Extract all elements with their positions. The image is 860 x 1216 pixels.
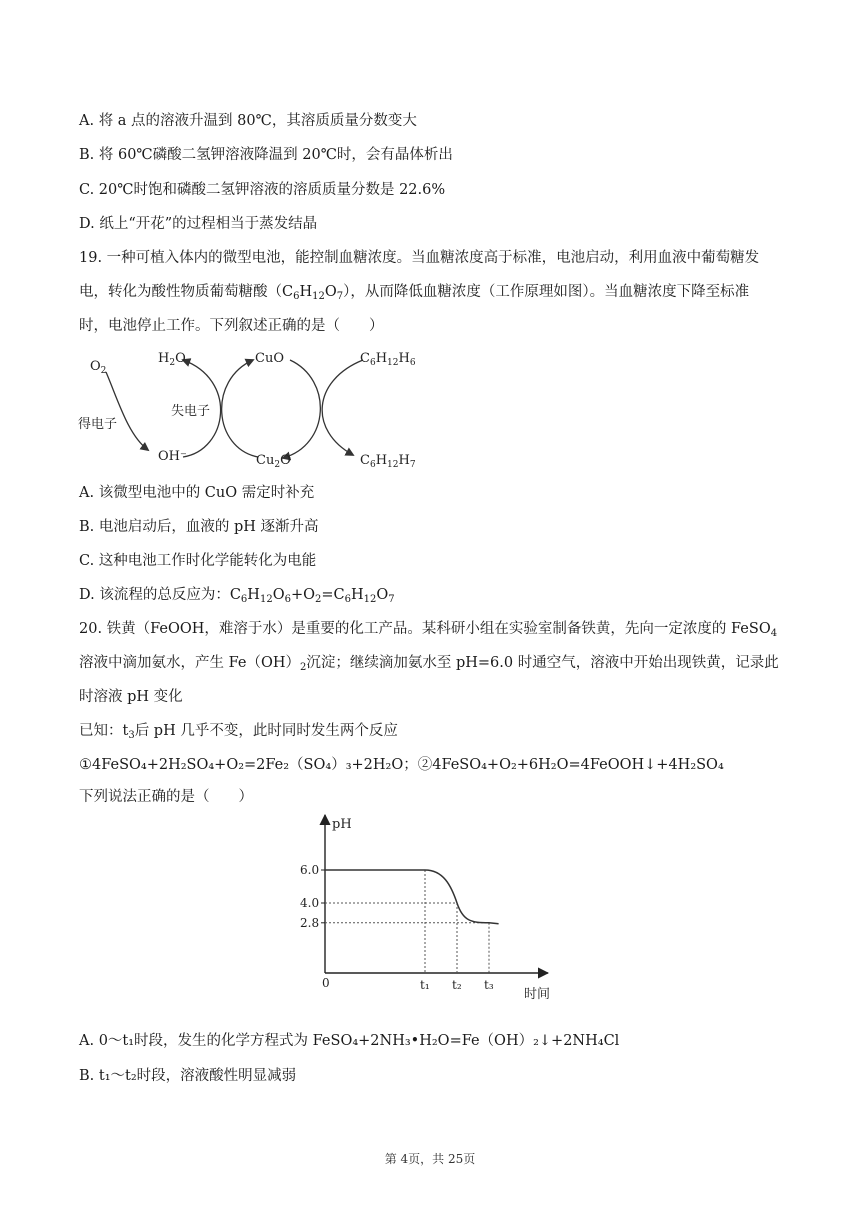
q20-stem-line-2: 溶液中滴加氨水，产生 $Fe(OH)_2$沉淀；继续滴加氨水至 pH=6.0 时通空气，溶液中开始出现铁黄，记录此 bbox=[79, 655, 779, 673]
q20-known: 已知：$t_3$后 pH 几乎不变，此时同时发生两个反应 bbox=[79, 723, 398, 741]
q19-stem-line-1: 19. 一种可植入体内的微型电池，能控制血糖浓度。当血糖浓度高于标准，电池启动，利用血液中葡萄糖发 bbox=[79, 250, 760, 266]
x-tick-label: t₃ bbox=[484, 978, 494, 992]
q20-question: 下列说法正确的是（ ） bbox=[79, 789, 253, 805]
q20-equations: ①4FeSO₄+2H₂SO₄+O₂=2Fe₂（SO₄）₃+2H₂O；②4FeSO₄+O₂+6H₂O=4FeOOH↓+4H₂SO₄ bbox=[79, 757, 724, 773]
gain-electron-label: 得电子 bbox=[78, 417, 118, 432]
q19-option-c: C. 这种电池工作时化学能转化为电能 bbox=[79, 553, 317, 569]
x-axis-label: 时间 bbox=[524, 987, 551, 1002]
q19-stem-line-2: 电，转化为酸性物质葡萄糖酸$(C_6H_{12}O_7)$，从而降低血糖浓度（工作原理如图）。当血糖浓度下降至标准 bbox=[79, 284, 750, 302]
lose-electron-label: 失电子 bbox=[171, 404, 211, 419]
y-tick-label: 4.0 bbox=[300, 896, 320, 910]
y-tick-label: 6.0 bbox=[300, 863, 320, 877]
ph-curve bbox=[325, 870, 499, 924]
o2-label: $O_2$ bbox=[90, 359, 107, 376]
q19-option-d: D. 该流程的总反应为：$C_6H_{12}O_6+O_2=C_6H_{12}O_7$ bbox=[79, 587, 395, 605]
middle-circle-right-arc bbox=[283, 360, 320, 458]
page-footer: 第 4页，共 25页 bbox=[384, 1152, 476, 1166]
q18-option-c: C. 20℃时饱和磷酸二氢钾溶液的溶质质量分数是 22.6% bbox=[79, 182, 446, 198]
q18-option-d: D. 纸上“开花”的过程相当于蒸发结晶 bbox=[79, 216, 318, 232]
cuo-label: CuO bbox=[255, 351, 284, 366]
q20-option-b: B. t₁～t₂时段，溶液酸性明显减弱 bbox=[79, 1068, 297, 1084]
ph-time-chart bbox=[296, 810, 566, 1002]
q19-option-b: B. 电池启动后，血液的 pH 逐渐升高 bbox=[79, 519, 319, 535]
q19-stem-line-3: 时，电池停止工作。下列叙述正确的是（ ） bbox=[79, 318, 384, 334]
middle-circle-left-arc bbox=[222, 360, 258, 457]
product-label: $C_6H_{12}H_7$ bbox=[360, 453, 416, 470]
h2o-label: $H_2O$ bbox=[158, 351, 186, 368]
oh-label: OH⁻ bbox=[158, 449, 187, 464]
q20-stem-line-1: 20. 铁黄（FeOOH，难溶于水）是重要的化工产品。某科研小组在实验室制备铁黄，先向一定浓度的 FeSO$_4$ bbox=[79, 621, 778, 639]
y-tick-label: 2.8 bbox=[300, 915, 320, 930]
left-arc-arrow bbox=[106, 372, 148, 450]
q18-option-b: B. 将 60℃磷酸二氢钾溶液降温到 20℃时，会有晶体析出 bbox=[79, 147, 453, 163]
glucose-label: $C_6H_{12}H_6$ bbox=[360, 351, 416, 368]
y-axis-label: pH bbox=[332, 817, 352, 832]
q20-option-a: A. 0～t₁时段，发生的化学方程式为 FeSO₄+2NH₃•H₂O=Fe（OH）₂↓+2NH₄Cl bbox=[79, 1033, 620, 1049]
q18-option-a: A. 将 a 点的溶液升温到 80℃，其溶质质量分数变大 bbox=[79, 113, 417, 129]
right-arc-arrow bbox=[322, 360, 363, 455]
battery-principle-diagram bbox=[78, 340, 418, 472]
cu2o-label: $Cu_2O$ bbox=[256, 453, 291, 470]
q20-stem-line-3: 时溶液 pH 变化 bbox=[79, 689, 183, 705]
x-tick-label: t₂ bbox=[452, 978, 462, 992]
x-tick-label: t₁ bbox=[420, 978, 430, 992]
origin-label: 0 bbox=[322, 976, 330, 990]
q19-option-a: A. 该微型电池中的 CuO 需定时补充 bbox=[79, 485, 315, 501]
